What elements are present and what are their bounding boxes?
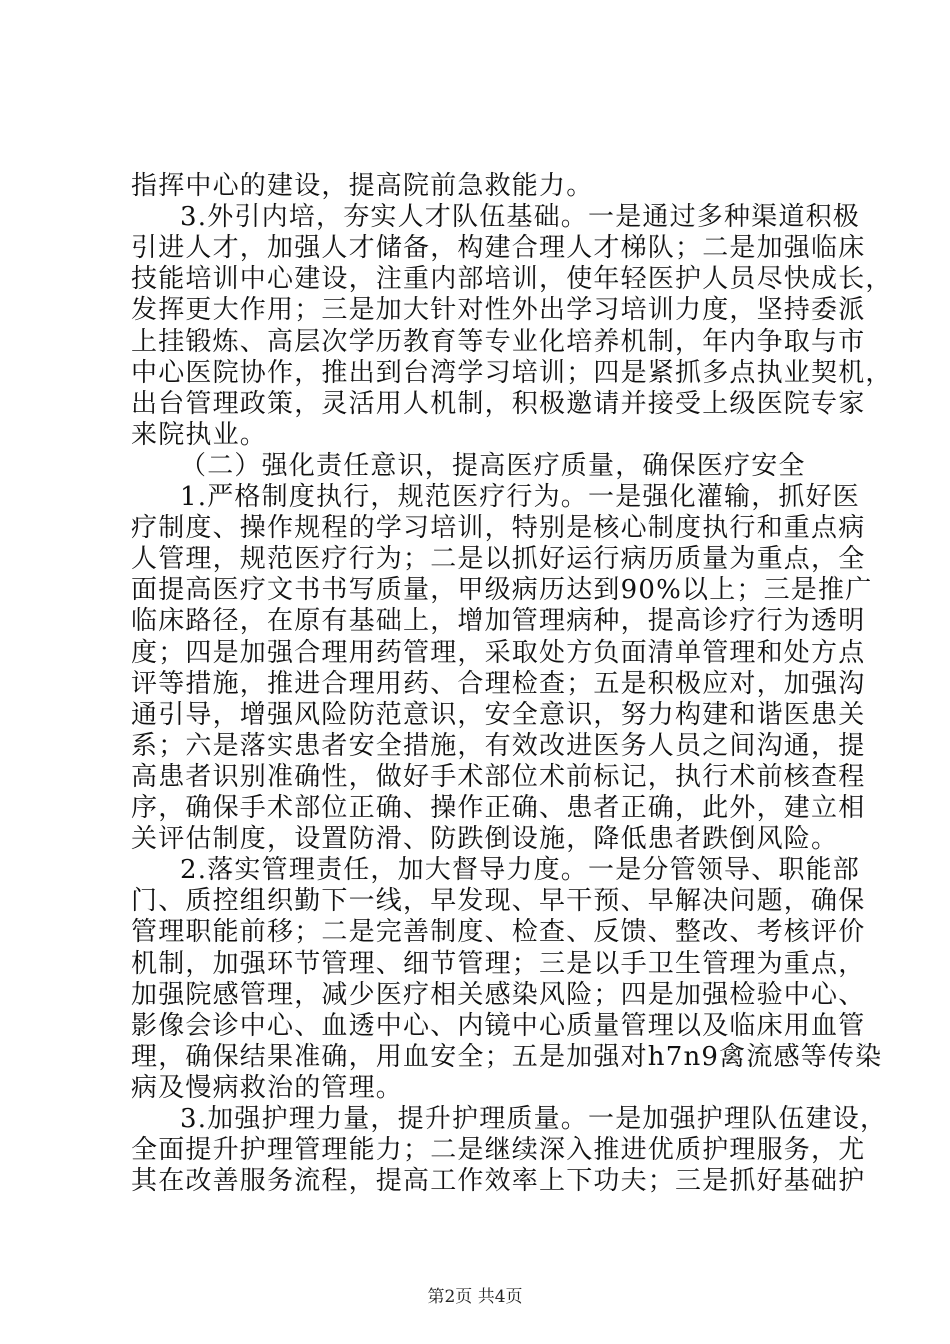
text-line: 影像会诊中心、血透中心、内镜中心质量管理以及临床用血管 [131,1010,866,1041]
text-line: 加强院感管理，减少医疗相关感染风险；四是加强检验中心、 [131,979,866,1010]
text-line: 度；四是加强合理用药管理，采取处方负面清单管理和处方点 [131,637,866,668]
text-line: 理，确保结果准确，用血安全；五是加强对h7n9禽流感等传染 [131,1041,883,1072]
text-line: 管理职能前移；二是完善制度、检查、反馈、整改、考核评价 [131,917,866,948]
text-line: 指挥中心的建设，提高院前急救能力。 [131,171,594,201]
text-line: 1.严格制度执行，规范医疗行为。一是强化灌输，抓好医 [180,482,861,512]
text-line: 临床路径，在原有基础上，增加管理病种，提高诊疗行为透明 [131,606,866,637]
text-line: 上挂锻炼、高层次学历教育等专业化培养机制，年内争取与市 [131,326,866,357]
text-line: 机制，加强环节管理、细节管理；三是以手卫生管理为重点， [131,948,866,979]
text-line: 系；六是落实患者安全措施，有效改进医务人员之间沟通，提 [131,730,866,761]
text-line: 人管理，规范医疗行为；二是以抓好运行病历质量为重点，全 [131,544,866,575]
text-line: 评等措施，推进合理用药、合理检查；五是积极应对，加强沟 [131,668,866,699]
text-line: 3.加强护理力量，提升护理质量。一是加强护理队伍建设， [180,1104,888,1134]
page-footer: 第2页 共4页 [427,1287,523,1307]
text-line: 序，确保手术部位正确、操作正确、患者正确，此外，建立相 [131,793,866,823]
text-line: 技能培训中心建设，注重内部培训，使年轻医护人员尽快成长， [131,264,893,295]
text-line: 来院执业。 [131,419,268,450]
section-heading: （二）强化责任意识，提高医疗质量，确保医疗安全 [180,450,806,481]
text-line: 疗制度、操作规程的学习培训，特别是核心制度执行和重点病 [131,513,866,544]
text-line: 通引导，增强风险防范意识，安全意识，努力构建和谐医患关 [131,699,866,730]
text-line: 面提高医疗文书书写质量，甲级病历达到90%以上；三是推广 [131,575,873,606]
text-line: 关评估制度，设置防滑、防跌倒设施，降低患者跌倒风险。 [131,824,839,855]
text-line: 引进人才，加强人才储备，构建合理人才梯队；二是加强临床 [131,233,866,264]
text-line: 2.落实管理责任，加大督导力度。一是分管领导、职能部 [180,855,861,886]
text-line: 发挥更大作用；三是加大针对性外出学习培训力度，坚持委派 [131,295,866,326]
text-line: 高患者识别准确性，做好手术部位术前标记，执行术前核查程 [131,761,866,792]
text-line: 病及慢病救治的管理。 [131,1072,404,1103]
text-line: 门、质控组织勤下一线，早发现、早干预、早解决问题，确保 [131,886,866,917]
text-line: 全面提升护理管理能力；二是继续深入推进优质护理服务，尤 [131,1135,866,1166]
text-line: 其在改善服务流程，提高工作效率上下功夫；三是抓好基础护 [131,1166,866,1197]
text-line: 出台管理政策，灵活用人机制，积极邀请并接受上级医院专家 [131,388,866,419]
text-line: 3.外引内培，夯实人才队伍基础。一是通过多种渠道积极 [180,202,861,233]
text-line: 中心医院协作，推出到台湾学习培训；四是紧抓多点执业契机， [131,357,893,388]
